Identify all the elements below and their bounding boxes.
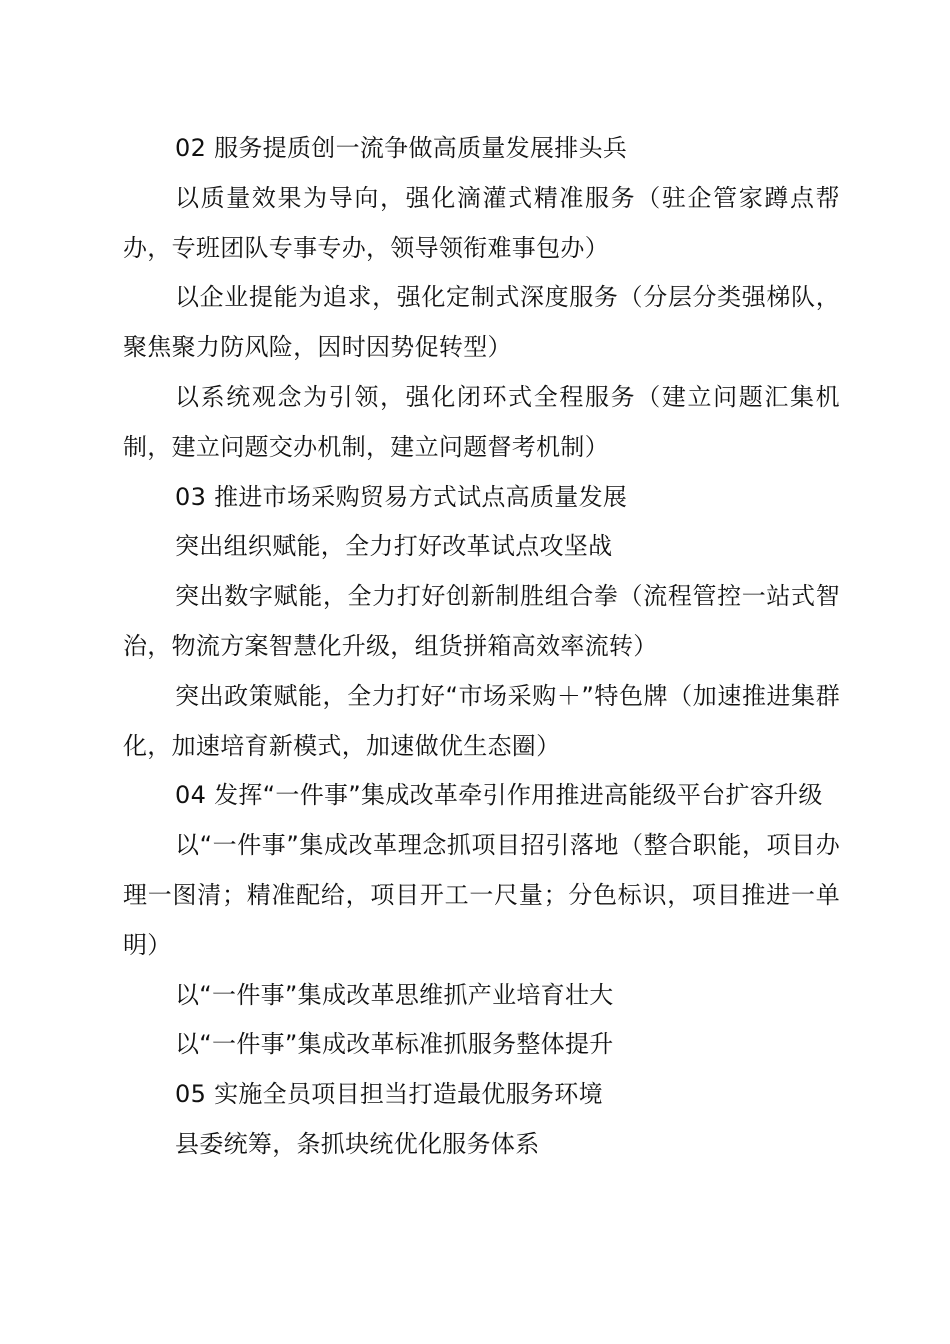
paragraph: 以企业提能为追求，强化定制式深度服务（分层分类强梯队，聚焦聚力防风险，因时因势促转型） bbox=[123, 283, 840, 362]
paragraph: 县委统筹，条抓块统优化服务体系 bbox=[175, 1129, 540, 1158]
paragraph: 突出政策赋能，全力打好“市场采购＋”特色牌（加速推进集群化，加速培育新模式，加速做优生态圈） bbox=[123, 681, 840, 760]
section-heading-03: 03 推进市场采购贸易方式试点高质量发展 bbox=[175, 482, 628, 511]
paragraph: 以“一件事”集成改革思维抓产业培育壮大 bbox=[175, 980, 614, 1009]
paragraph: 以质量效果为导向，强化滴灌式精准服务（驻企管家蹲点帮办，专班团队专事专办，领导领衔难事包办） bbox=[123, 183, 840, 262]
paragraph: 以系统观念为引领，强化闭环式全程服务（建立问题汇集机制，建立问题交办机制，建立问题督考机制） bbox=[123, 382, 840, 461]
section-heading-04: 04 发挥“一件事”集成改革牵引作用推进高能级平台扩容升级 bbox=[175, 781, 823, 810]
paragraph: 以“一件事”集成改革理念抓项目招引落地（整合职能，项目办理一图清；精准配给，项目开工一尺量；分色标识，项目推进一单明） bbox=[123, 831, 840, 959]
paragraph: 突出数字赋能，全力打好创新制胜组合拳（流程管控一站式智治，物流方案智慧化升级，组货拼箱高效率流转） bbox=[123, 582, 840, 660]
section-heading-05: 05 实施全员项目担当打造最优服务环境 bbox=[175, 1080, 603, 1109]
section-heading-02: 02 服务提质创一流争做高质量发展排头兵 bbox=[175, 134, 628, 162]
paragraph: 以“一件事”集成改革标准抓服务整体提升 bbox=[175, 1030, 614, 1059]
document-body bbox=[123, 124, 840, 1170]
paragraph: 突出组织赋能，全力打好改革试点攻坚战 bbox=[175, 532, 613, 561]
